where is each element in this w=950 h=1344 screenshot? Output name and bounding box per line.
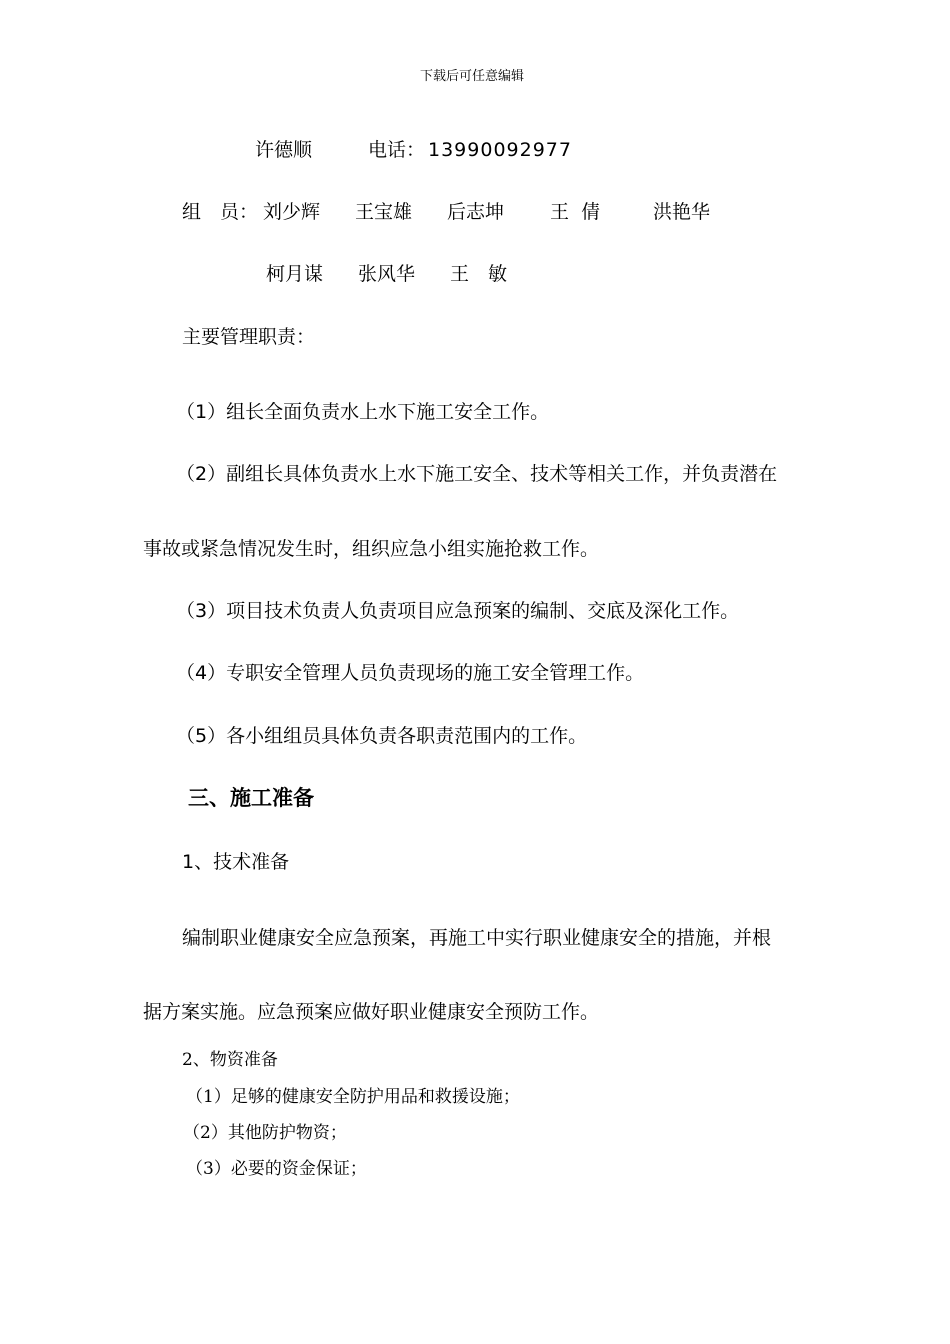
material-item: （1）足够的健康安全防护用品和救援设施； (186, 1087, 520, 1107)
duties-title: 主要管理职责： (182, 326, 316, 348)
phone-label: 电话： (368, 139, 426, 161)
material-item: （3）必要的资金保证； (186, 1159, 367, 1179)
phone-number: 13990092977 (428, 139, 572, 161)
member-name: 柯月谋 (266, 263, 324, 285)
duty-item-continuation: 事故或紧急情况发生时，组织应急小组实施抢救工作。 (143, 538, 600, 560)
members-label: 组 员： (182, 201, 259, 223)
duty-item: （5）各小组组员具体负责各职责范围内的工作。 (176, 725, 588, 747)
member-name: 张风华 (358, 263, 416, 285)
material-item: （2）其他防护物资； (183, 1123, 347, 1143)
page-header-note: 下载后可任意编辑 (420, 69, 525, 84)
leader-name: 许德顺 (255, 139, 313, 161)
member-name: 洪艳华 (653, 201, 711, 223)
subsection-title: 2、物资准备 (182, 1050, 278, 1070)
subsection-title: 1、技术准备 (182, 851, 290, 873)
paragraph-line: 据方案实施。应急预案应做好职业健康安全预防工作。 (143, 1001, 600, 1023)
duty-item: （4）专职安全管理人员负责现场的施工安全管理工作。 (176, 662, 645, 684)
member-name: 王 倩 (550, 201, 601, 223)
member-name: 王 敏 (450, 263, 508, 285)
member-name: 后志坤 (447, 201, 505, 223)
duty-item: （2）副组长具体负责水上水下施工安全、技术等相关工作，并负责潜在 (176, 463, 778, 485)
member-name: 王宝雄 (355, 201, 413, 223)
member-name: 刘少辉 (263, 201, 321, 223)
paragraph-line: 编制职业健康安全应急预案，再施工中实行职业健康安全的措施，并根 (182, 927, 772, 949)
duty-item: （1）组长全面负责水上水下施工安全工作。 (176, 401, 550, 423)
section-heading: 三、施工准备 (188, 786, 314, 810)
duty-item: （3）项目技术负责人负责项目应急预案的编制、交底及深化工作。 (176, 600, 740, 622)
